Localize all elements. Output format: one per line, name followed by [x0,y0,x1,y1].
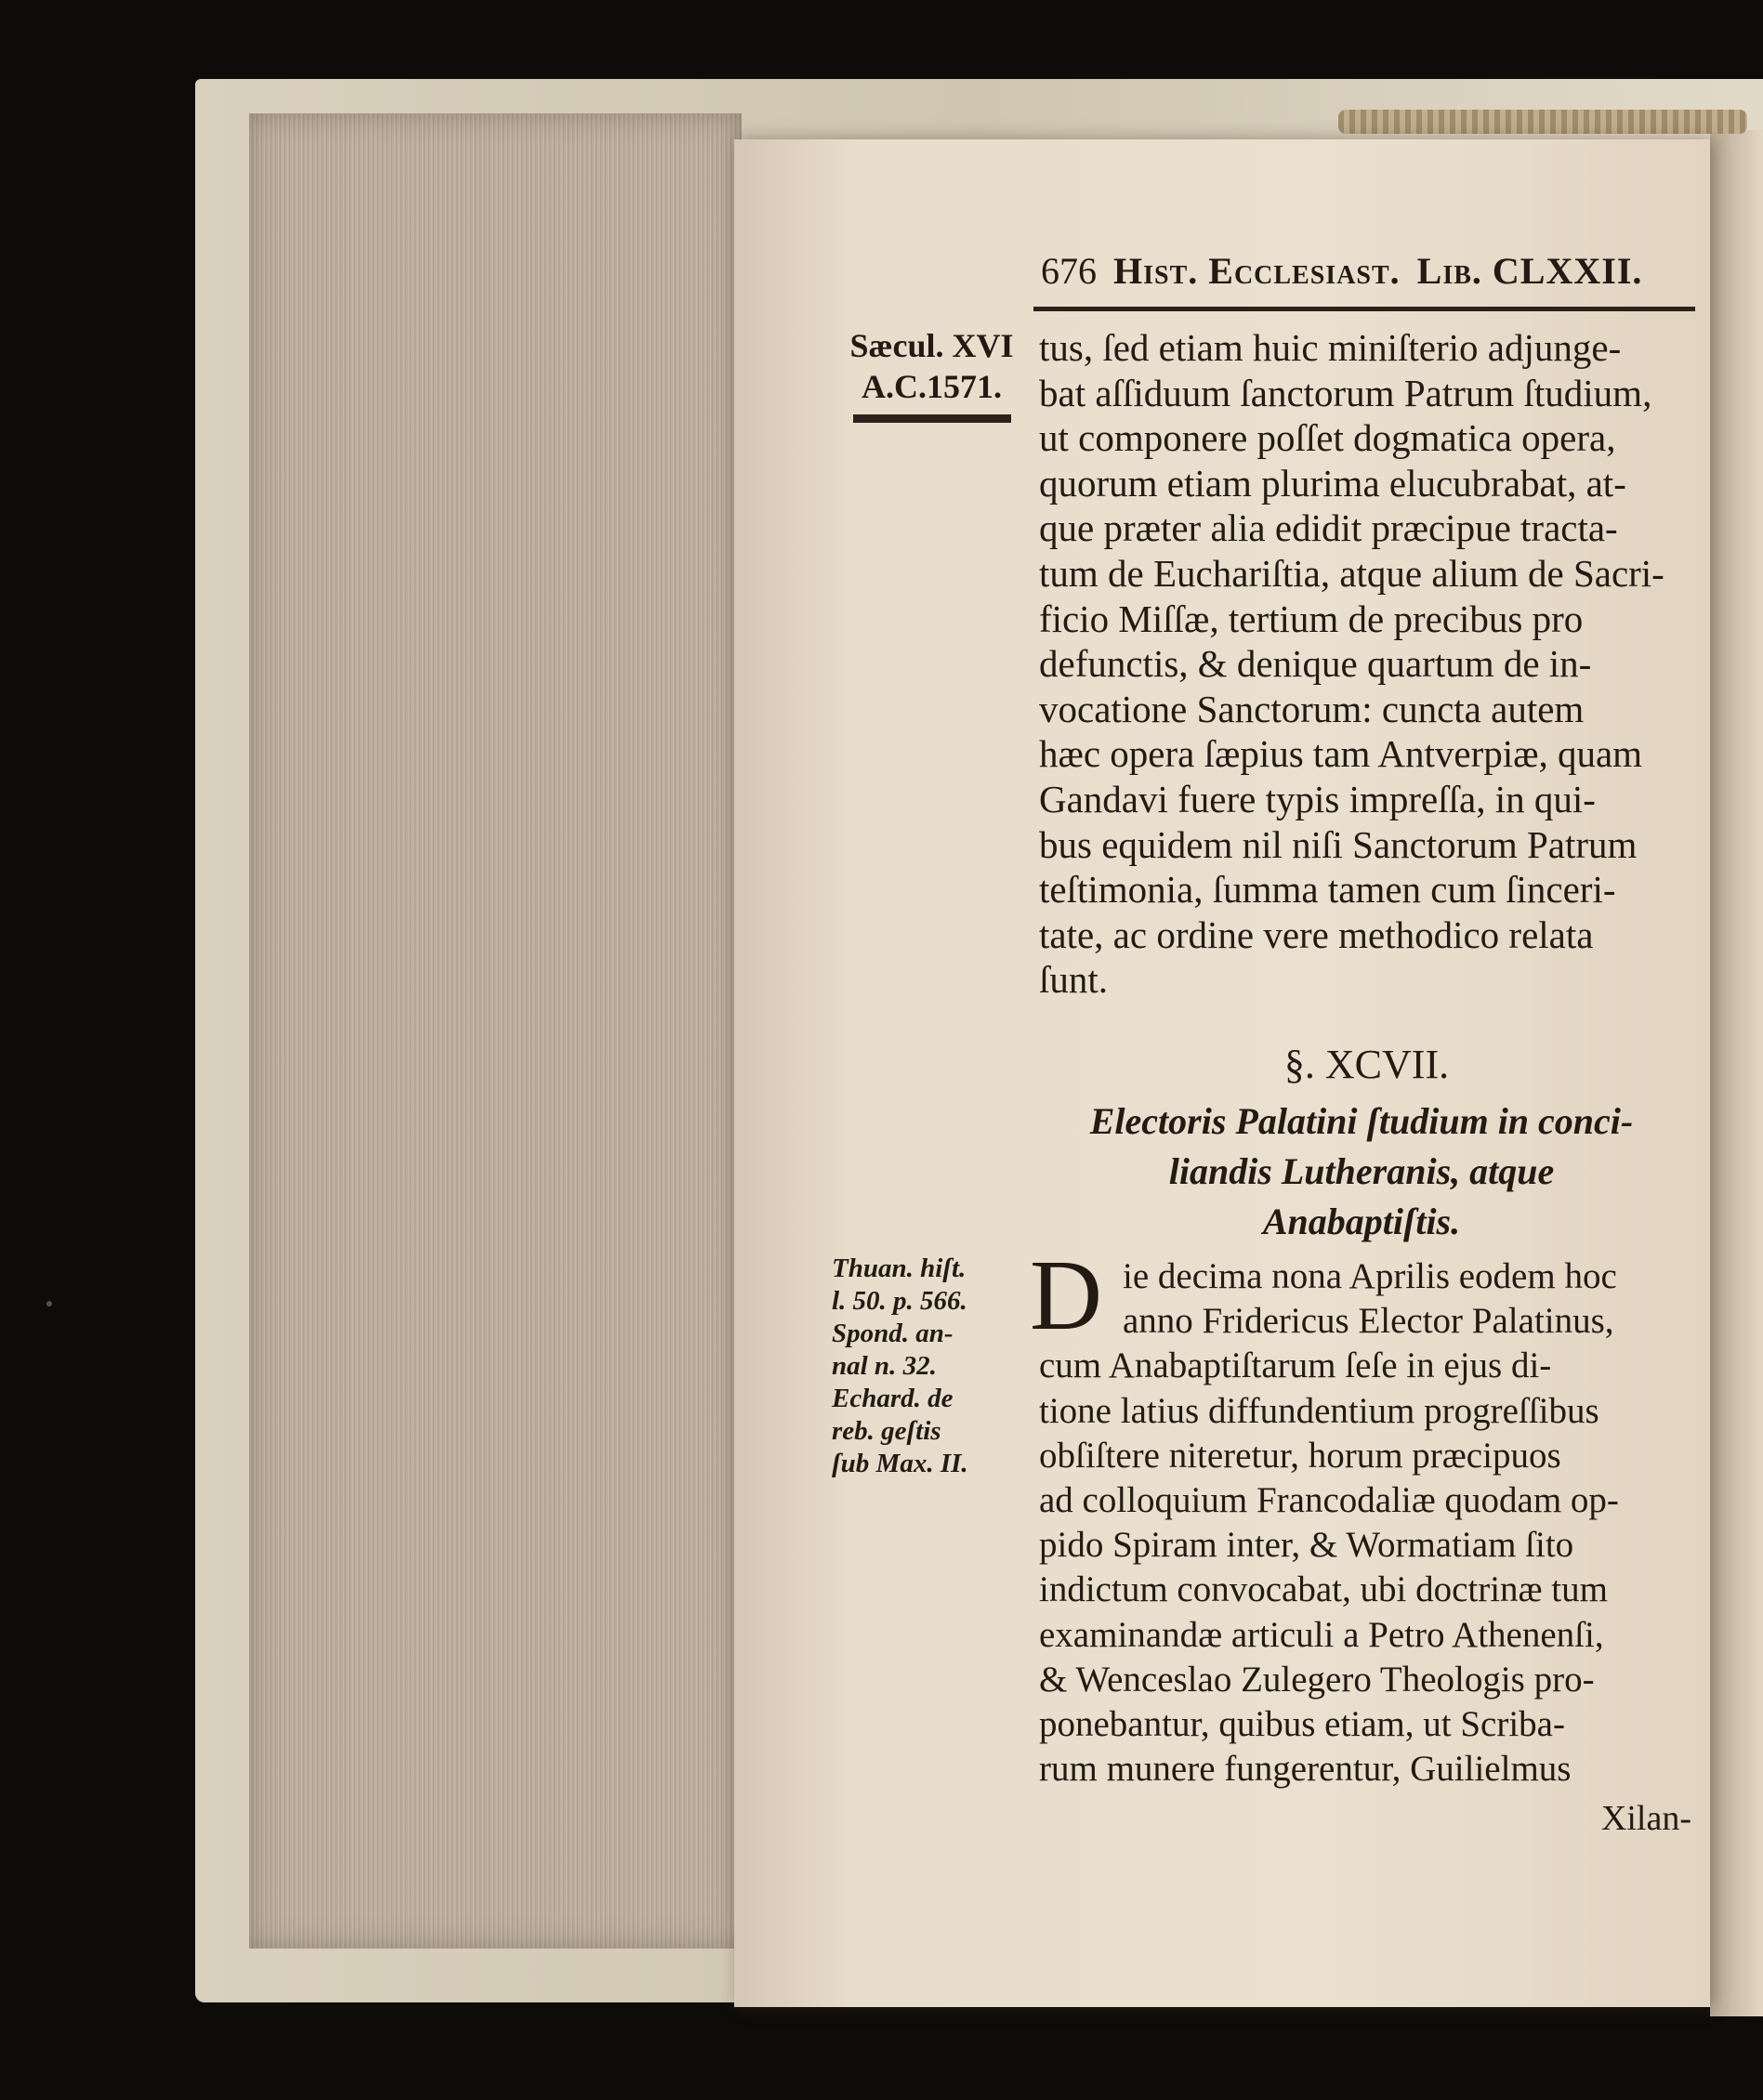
text-line: quorum etiam plurima elucubrabat, at- [1039,461,1626,505]
page-number: 676 [1041,250,1097,292]
section-title-line: Anabaptiſtis. [1262,1201,1461,1242]
text-line: examinandæ articuli a Petro Athenenſi, [1039,1614,1604,1655]
text-line: pido Spiram inter, & Wormatiam ſito [1039,1525,1574,1566]
text-line: ponebantur, quibus etiam, ut Scriba- [1039,1703,1565,1744]
text-line: indictum convocabat, ubi doctrinæ tum [1039,1569,1608,1610]
text-line: defunctis, & denique quartum de in- [1039,642,1592,686]
text-line: ſunt. [1039,958,1109,1002]
text-line: rum munere fungerentur, Guilielmus [1039,1749,1572,1790]
reference-line: ſub Max. II. [832,1449,968,1478]
body-paragraph-2 [1039,1254,1694,1792]
section-title [1027,1096,1696,1247]
text-line: tate, ac ordine vere methodico relata [1039,912,1594,956]
text-line: cum Anabaptiſtarum ſeſe in ejus di- [1039,1345,1552,1386]
text-line: hæc opera ſæpius tam Antverpiæ, quam [1039,732,1643,776]
running-title: Hist. Ecclesiast. [1113,250,1401,292]
reference-line: Spond. an- [832,1319,954,1348]
reference-line: nal n. 32. [832,1351,937,1381]
catchword: Xilan- [1600,1799,1691,1838]
reference-line: reb. geſtis [832,1416,941,1446]
text-line: ut componere poſſet dogmatica opera, [1039,416,1616,460]
text-line: ad colloquium Francodaliæ quodam op- [1039,1479,1619,1520]
margin-rule [853,414,1011,423]
section-title-line: Electoris Palatini ſtudium in conci- [1089,1100,1634,1142]
margin-century: Sæcul. XVI [849,327,1014,364]
margin-year: A.C.1571. [862,368,1002,405]
text-line: & Wenceslao Zulegero Theologis pro- [1039,1659,1595,1700]
dust-speck [46,1301,52,1306]
page-edges [249,113,742,1949]
text-line: bus equidem nil niſi Sanctorum Patrum [1039,822,1638,866]
headband [1338,110,1747,134]
text-line: tus, ſed etiam huic miniſterio adjunge- [1039,326,1622,369]
reference-line: Echard. de [832,1384,954,1413]
text-line: obſiſtere niteretur, horum præcipuos [1039,1435,1561,1476]
margin-references [832,1253,1027,1480]
header-rule [1033,307,1695,311]
text-line: tum de Euchariſtia, atque alium de Sacri- [1039,551,1664,595]
text-line: teſtimonia, ſumma tamen cum ſinceri- [1039,868,1616,912]
reference-line: l. 50. p. 566. [832,1286,967,1316]
margin-date [836,325,1027,423]
text-line: bat aſſiduum ſanctorum Patrum ſtudium, [1039,371,1652,414]
facing-page-edge [1710,130,1763,2016]
drop-cap: D [1030,1240,1102,1351]
text-line: que præter alia edidit præcipue tracta- [1039,506,1618,550]
book-number: Lib. CLXXII. [1416,250,1643,292]
section-number: §. XCVII. [1283,1042,1450,1087]
text-line: ficio Miſſæ, tertium de precibus pro [1039,597,1584,640]
text-line: Gandavi fuere typis impreſſa, in qui- [1039,777,1596,820]
text-line: tione latius diffundentium progreſſibus [1039,1390,1599,1431]
text-line: anno Fridericus Elector Palatinus, [1123,1301,1614,1342]
section-title-line: liandis Lutheranis, atque [1168,1150,1555,1192]
reference-line: Thuan. hiſt. [832,1253,967,1283]
text-line: ie decima nona Aprilis eodem hoc [1123,1256,1617,1296]
body-paragraph-1 [1039,325,1694,1003]
text-line: vocatione Sanctorum: cuncta autem [1039,687,1585,730]
running-head [1041,249,1696,295]
